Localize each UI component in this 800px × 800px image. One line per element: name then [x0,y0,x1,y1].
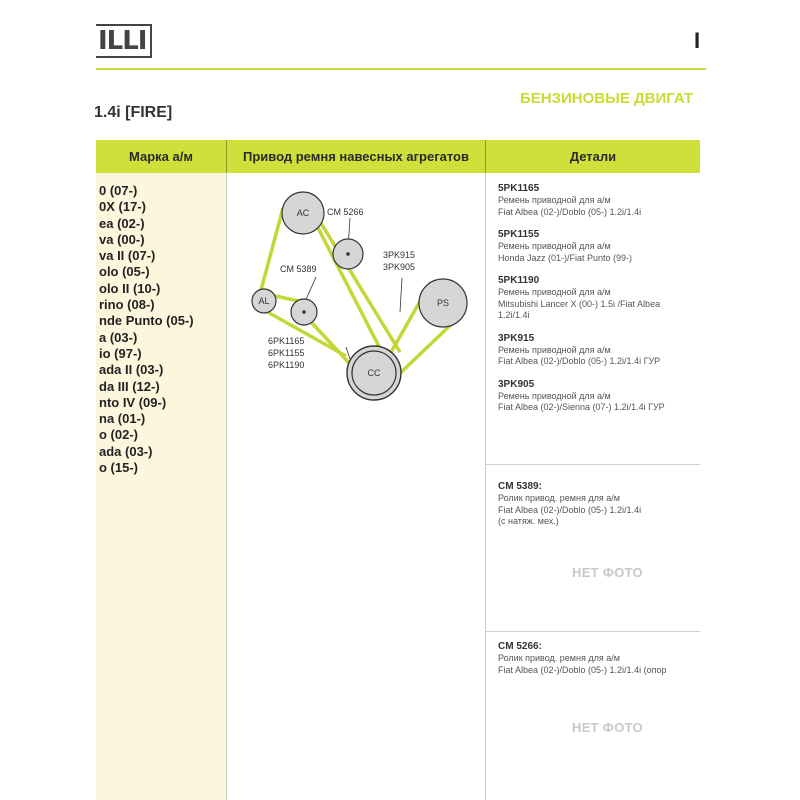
make-item: rino (08-) [99,297,155,313]
label-cm5389: CM 5389 [280,264,317,274]
page-header-letter: I [694,28,701,53]
part-code: 3PK905 [498,378,535,390]
roller-description: Fiat Albea (02-)/Doblo (05-) 1.2i/1.4i (опор [498,664,667,675]
make-item: da III (12-) [99,378,160,394]
roller-description: Ролик привод. ремня для а/м [498,653,620,663]
pulley-label-ac: AC [296,208,310,218]
part-description: Ремень приводной для а/м [498,287,611,297]
column-header-make: Марка а/м [129,149,193,164]
no-photo-placeholder: НЕТ ФОТО [572,565,643,580]
row-divider [486,464,700,465]
part-description: Ремень приводной для а/м [498,390,611,401]
part-item [498,228,708,264]
roller-description: Ролик привод. ремня для а/м [498,493,620,503]
makes-list [99,183,194,476]
make-item: 0 (07-) [99,183,138,198]
label-cm5266: CM 5266 [327,207,364,217]
roller-code: CM 5389: [498,481,542,492]
pulley-al [252,289,276,313]
pulley-cm5266 [333,239,363,269]
column-divider [485,173,486,800]
make-item: 0X (17-) [99,199,146,215]
part-code: 3PK915 [498,332,535,344]
part-description: Honda Jazz (01-)/Fiat Punto (99-) [498,252,633,263]
make-item: ea (02-) [99,215,145,231]
pulley-label-al: AL [258,296,270,306]
pulley-label-ps: PS [436,298,450,308]
make-item: o (15-) [99,460,138,476]
part-description: Fiat Albea (02-)/Doblo (05-) 1.2i/1.4i [498,206,642,217]
part-description: Fiat Albea (02-)/Doblo (05-) 1.2i/1.4i ГУР [498,356,661,366]
make-item: o (02-) [99,427,138,443]
label-3pk915: 3PK915 [383,250,416,260]
roller-description: Fiat Albea (02-)/Doblo (05-) 1.2i/1.4i [498,504,642,515]
part-item [498,332,708,368]
section-title: БЕНЗИНОВЫЕ ДВИГАТ [520,90,694,107]
make-item: ada II (03-) [99,362,164,378]
make-item: olo (05-) [99,264,150,280]
make-item: va II (07-) [99,248,156,264]
part-item [498,274,708,322]
label-6pk1165: 6PK1165 [268,336,305,346]
part-description: Fiat Albea (02-)/Sienna (07-) 1.2i/1.4i ГУР [498,402,665,412]
roller-cm5266 [498,640,708,676]
part-description: Mitsubishi Lancer X (00-) 1.5i /Fiat Albea [498,298,661,309]
label-3pk905: 3PK905 [383,262,416,272]
part-description: Ремень приводной для а/м [498,344,611,355]
label-6pk1190: 6PK1190 [268,360,305,370]
row-divider [486,631,700,632]
make-item: va (00-) [99,231,145,247]
part-item [498,182,708,218]
pulley-cm5389 [291,299,317,325]
pulley-ac [282,192,324,234]
pulley-cc [347,346,401,400]
roller-description: (с натяж. мех.) [498,516,559,526]
make-item: nde Punto (05-) [99,313,194,329]
column-divider [226,173,227,800]
header-divider [96,68,706,70]
label-6pk1155: 6PK1155 [268,348,305,358]
make-item: olo II (10-) [99,280,161,296]
part-item [498,378,708,414]
make-item: na (01-) [99,411,146,427]
engine-title: 1.4i [FIRE] [94,104,173,121]
column-header-parts: Детали [569,149,617,164]
pulley-ps [419,279,467,327]
part-code: 5PK1190 [498,275,540,286]
part-description: Ремень приводной для а/м [498,241,611,251]
part-description: 1.2i/1.4i [498,310,530,320]
leader-lines [304,218,402,359]
part-description: Ремень приводной для а/м [498,195,611,205]
parts-list [498,182,708,424]
brand-logo: ILLI [96,24,152,58]
roller-code: CM 5266: [498,641,542,652]
make-item: io (97-) [99,345,142,361]
make-item: ada (03-) [99,443,153,459]
belt-drive-diagram [228,174,484,414]
part-code: 5PK1165 [498,183,540,194]
no-photo-placeholder: НЕТ ФОТО [572,720,643,735]
roller-cm5389 [498,480,708,528]
pulley-label-cc: CC [367,368,381,378]
make-item: a (03-) [99,329,138,345]
column-header-drive: Привод ремня навесных агрегатов [243,149,469,164]
part-code: 5PK1155 [498,229,540,240]
table-header [96,140,700,173]
make-item: nto IV (09-) [99,394,167,410]
